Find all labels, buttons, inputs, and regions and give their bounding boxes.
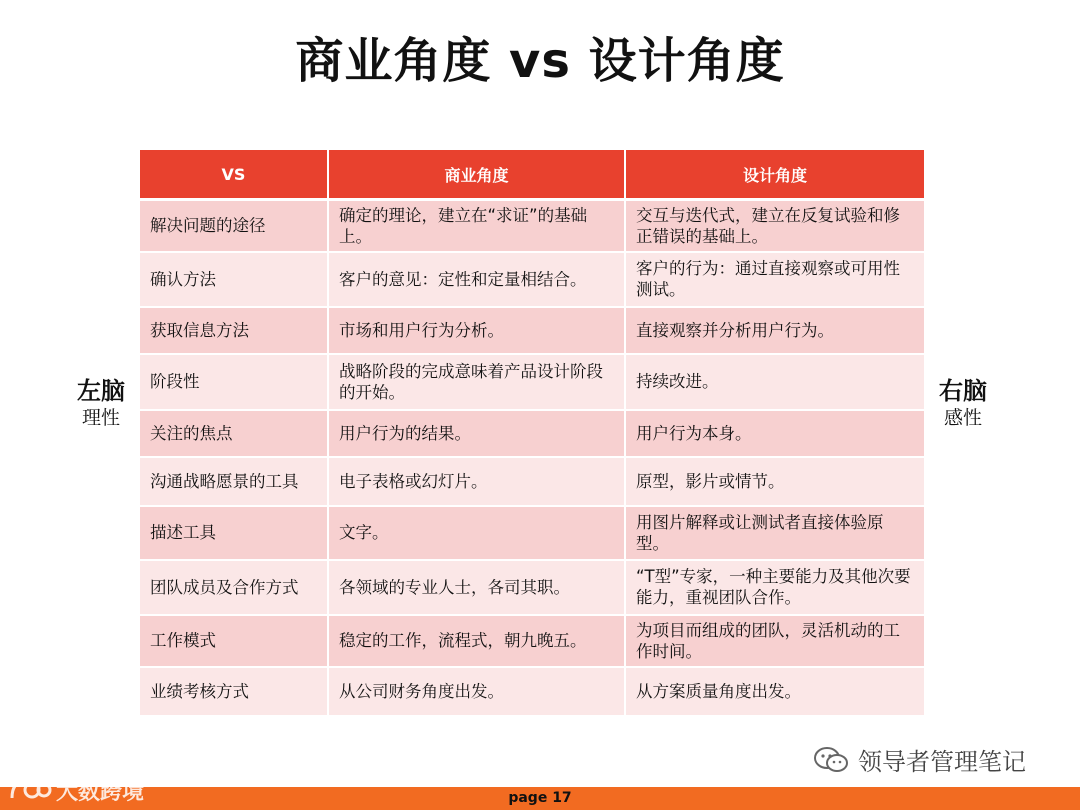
- row-label: 关注的焦点: [140, 410, 328, 457]
- table-row: [140, 252, 924, 307]
- row-label: 描述工具: [140, 506, 328, 560]
- row-label: 解决问题的途径: [140, 200, 328, 252]
- logo-text: 大数跨境: [56, 779, 145, 805]
- row-label: 沟通战略愿景的工具: [140, 457, 328, 506]
- right-brain-title: 右脑: [939, 377, 987, 405]
- row-label: 团队成员及合作方式: [140, 560, 328, 615]
- business-cell: 电子表格或幻灯片。: [328, 457, 625, 506]
- slide-title: 商业角度 vs 设计角度: [295, 33, 785, 89]
- design-cell: 原型，影片或情节。: [625, 457, 924, 506]
- header-vs: VS: [140, 150, 328, 200]
- footer-logo: [8, 774, 144, 806]
- business-cell: 稳定的工作，流程式，朝九晚五。: [328, 615, 625, 667]
- wechat-icon: [812, 745, 852, 775]
- row-label: 业绩考核方式: [140, 667, 328, 716]
- right-brain-label: [928, 376, 998, 430]
- design-cell: 用图片解释或让测试者直接体验原型。: [625, 506, 924, 560]
- design-cell: 从方案质量角度出发。: [625, 667, 924, 716]
- business-cell: 从公司财务角度出发。: [328, 667, 625, 716]
- table-row: [140, 307, 924, 354]
- business-cell: 确定的理论，建立在“求证”的基础上。: [328, 200, 625, 252]
- design-cell: 直接观察并分析用户行为。: [625, 307, 924, 354]
- design-cell: 客户的行为：通过直接观察或可用性测试。: [625, 252, 924, 307]
- design-cell: 交互与迭代式，建立在反复试验和修正错误的基础上。: [625, 200, 924, 252]
- table-header-row: [140, 150, 924, 200]
- business-cell: 市场和用户行为分析。: [328, 307, 625, 354]
- comparison-table: [140, 150, 924, 717]
- business-cell: 各领域的专业人士，各司其职。: [328, 560, 625, 615]
- page-number: page 17: [508, 790, 572, 806]
- row-label: 工作模式: [140, 615, 328, 667]
- table-row: [140, 410, 924, 457]
- row-label: 阶段性: [140, 354, 328, 410]
- design-cell: 用户行为本身。: [625, 410, 924, 457]
- wechat-watermark: [812, 742, 1026, 777]
- table-row: [140, 354, 924, 410]
- table-row: [140, 506, 924, 560]
- business-cell: 用户行为的结果。: [328, 410, 625, 457]
- watermark-text: 领导者管理笔记: [858, 748, 1026, 776]
- header-business: 商业角度: [328, 150, 625, 200]
- table-row: [140, 457, 924, 506]
- design-cell: 持续改进。: [625, 354, 924, 410]
- table-row: [140, 200, 924, 252]
- table-row: [140, 667, 924, 716]
- right-brain-subtitle: 感性: [943, 407, 982, 429]
- design-cell: “T型”专家，一种主要能力及其他次要能力，重视团队合作。: [625, 560, 924, 615]
- table-row: [140, 560, 924, 615]
- row-label: 确认方法: [140, 252, 328, 307]
- business-cell: 客户的意见：定性和定量相结合。: [328, 252, 625, 307]
- design-cell: 为项目而组成的团队，灵活机动的工作时间。: [625, 615, 924, 667]
- header-design: 设计角度: [625, 150, 924, 200]
- left-brain-label: [66, 376, 136, 430]
- row-label: 获取信息方法: [140, 307, 328, 354]
- table-row: [140, 615, 924, 667]
- left-brain-title: 左脑: [77, 377, 125, 405]
- logo-icon: [8, 776, 52, 804]
- business-cell: 战略阶段的完成意味着产品设计阶段的开始。: [328, 354, 625, 410]
- business-cell: 文字。: [328, 506, 625, 560]
- left-brain-subtitle: 理性: [81, 407, 120, 429]
